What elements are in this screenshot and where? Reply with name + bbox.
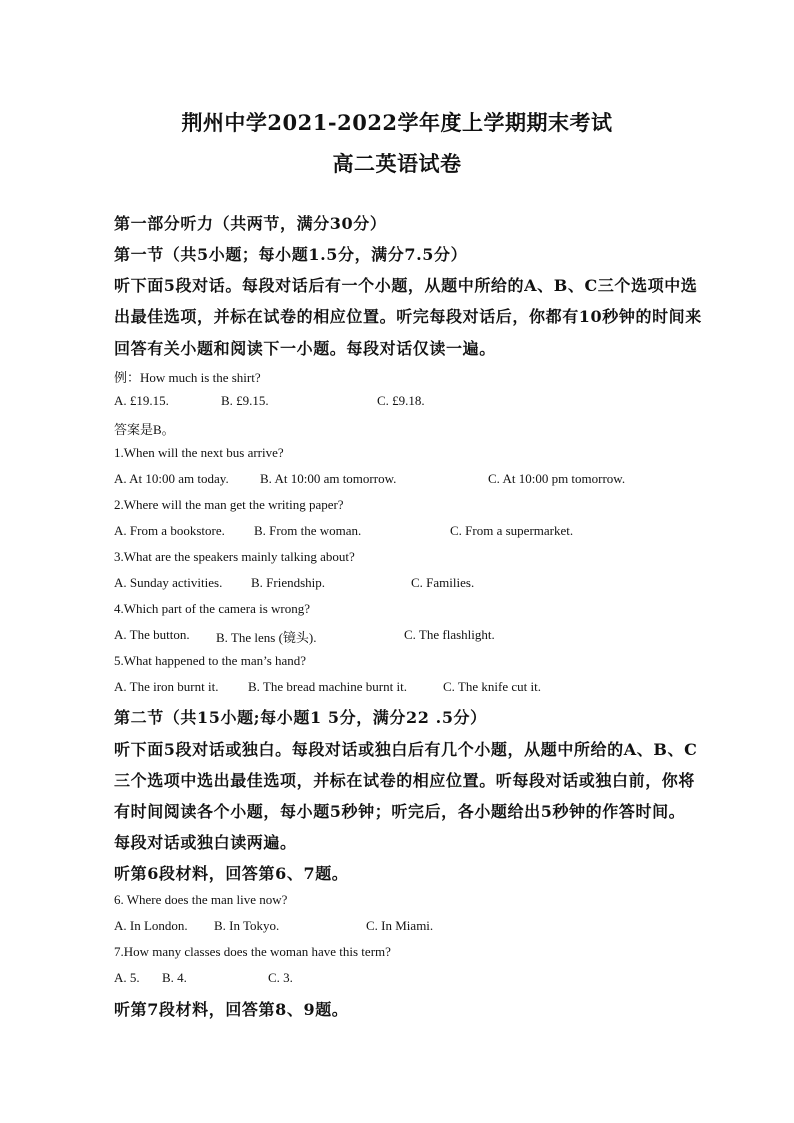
q6-option-c: C. In Miami. [366,918,434,933]
q1-option-b: B. At 10:00 am tomorrow. [260,471,397,486]
section1-heading: 第一节（共5小题；每小题1.5分，满分7.5分） [114,245,468,264]
q4-option-c: C. The flashlight. [404,627,495,642]
q1-option-a: A. At 10:00 am today. [114,471,229,486]
question-4: 4.Which part of the camera is wrong? [114,601,311,616]
section1-instruction-line-2: 出最佳选项，并标在试卷的相应位置。听完每段对话后，你都有10秒钟的时间来 [114,307,702,326]
question-1: 1.When will the next bus arrive? [114,445,284,460]
q4-option-b: B. The lens (镜头). [216,630,317,645]
q5-option-c: C. The knife cut it. [443,679,541,694]
section2-heading: 第二节（共15小题;每小题1 5分，满分22 .5分） [114,708,487,727]
q6-option-b: B. In Tokyo. [214,918,280,933]
section1-instruction-line-3: 回答有关小题和阅读下一小题。每段对话仅读一遍。 [114,339,496,358]
section1-instruction-line-1: 听下面5段对话。每段对话后有一个小题，从题中所给的A、B、C三个选项中选 [114,276,698,295]
exam-subtitle: 高二英语试卷 [332,151,462,176]
q7-option-c: C. 3. [268,970,293,985]
q2-option-a: A. From a bookstore. [114,523,225,538]
section2-instruction-line-1: 听下面5段对话或独白。每段对话或独白后有几个小题，从题中所给的A、B、C [114,740,698,759]
q5-option-b: B. The bread machine burnt it. [248,679,407,694]
example-option-a: A. £19.15. [114,393,169,408]
q7-option-b: B. 4. [162,970,187,985]
example-question: 例：How much is the shirt? [114,370,261,385]
q3-option-a: A. Sunday activities. [114,575,223,590]
q5-option-a: A. The iron burnt it. [114,679,219,694]
section2-instruction-line-3: 有时间阅读各个小题，每小题5秒钟；听完后，各小题给出5秒钟的作答时间。 [114,802,686,821]
section2-instruction-line-4: 每段对话或独白读两遍。 [114,833,297,852]
question-6: 6. Where does the man live now? [114,892,288,907]
example-answer: 答案是B。 [114,422,175,437]
q1-option-c: C. At 10:00 pm tomorrow. [488,471,626,486]
section2-instruction-line-2: 三个选项中选出最佳选项，并标在试卷的相应位置。听每段对话或独白前，你将 [114,771,696,790]
example-option-b: B. £9.15. [221,393,269,408]
q3-option-c: C. Families. [411,575,475,590]
q7-option-a: A. 5. [114,970,140,985]
question-5: 5.What happened to the man’s hand? [114,653,307,668]
material-7-heading: 听第7段材料，回答第8、9题。 [114,1000,349,1019]
q2-option-c: C. From a supermarket. [450,523,574,538]
q6-option-a: A. In London. [114,918,188,933]
question-2: 2.Where will the man get the writing paper? [114,497,344,512]
question-7: 7.How many classes does the woman have this term? [114,944,391,959]
question-3: 3.What are the speakers mainly talking about? [114,549,355,564]
material-6-heading: 听第6段材料，回答第6、7题。 [114,864,349,883]
example-option-c: C. £9.18. [377,393,425,408]
q2-option-b: B. From the woman. [254,523,362,538]
exam-title: 荆州中学2021-2022学年度上学期期末考试 [181,110,613,135]
q4-option-a: A. The button. [114,627,190,642]
part1-heading: 第一部分听力（共两节，满分30分） [114,214,387,233]
q3-option-b: B. Friendship. [251,575,326,590]
